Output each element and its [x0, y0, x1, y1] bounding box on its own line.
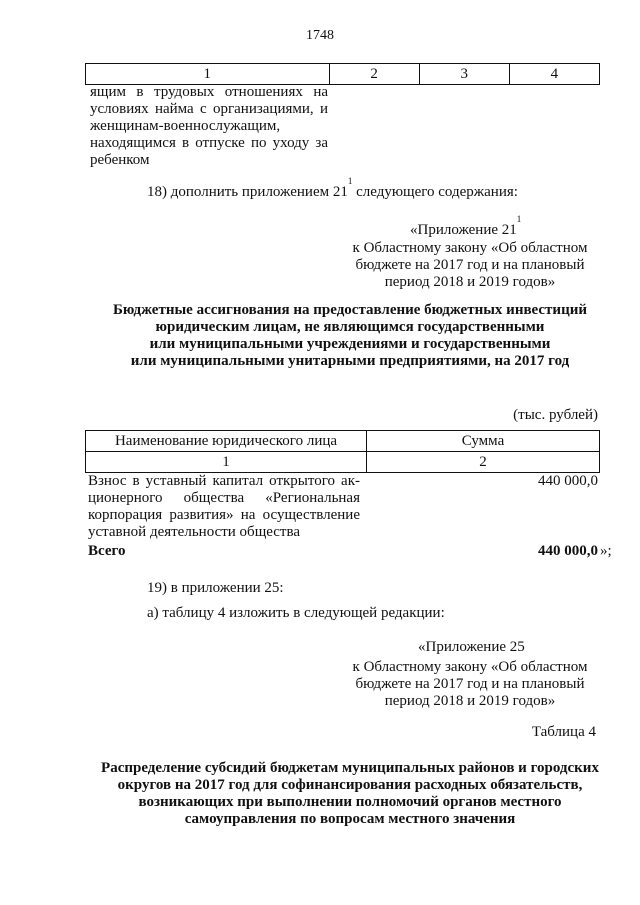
table-row-description [88, 473, 360, 541]
text-line: находящимся в отпуске по уходу за [90, 135, 328, 151]
text-line: ционерного общества «Региональная [88, 490, 360, 506]
heading-line: округов на 2017 год для софинансирования расходных обязательств, [117, 777, 583, 793]
closing-quote: »; [600, 543, 612, 559]
appendix-25-title: «Приложение 25 [418, 639, 525, 655]
text-line: период 2018 и 2019 годов» [384, 693, 556, 709]
appendix-25-reference [345, 659, 595, 710]
text-line: женщинам-военнослужащим, [90, 118, 281, 134]
table-row-sum: 440 000,0 [538, 473, 598, 489]
page-number: 1748 [306, 28, 334, 43]
table-header-cell: 3 [419, 64, 509, 85]
heading-line: Бюджетные ассигнования на предоставление бюджетных инвестиций [113, 302, 587, 318]
heading-line: юридическим лицам, не являющимся государственными [155, 319, 545, 335]
text-line: корпорация развития» на осуществление [88, 507, 360, 523]
units-label: (тыс. рублей) [513, 407, 598, 423]
table-header-cell: 2 [329, 64, 419, 85]
appendix-21-reference [345, 240, 595, 291]
table-4-heading [60, 760, 640, 828]
item-a-paragraph: а) таблицу 4 изложить в следующей редакции: [147, 605, 445, 621]
investments-table [85, 430, 600, 473]
continuation-table-header [85, 63, 600, 85]
superscript: 1 [347, 176, 353, 186]
heading-line: или муниципальными унитарными предприятиями, на 2017 год [130, 353, 570, 369]
text-line: бюджете на 2017 год и на плановый [355, 257, 585, 273]
appendix-21-title [410, 214, 522, 239]
text-line: к Областному закону «Об областном [352, 659, 588, 675]
column-number: 2 [367, 452, 600, 473]
item-18-paragraph [147, 176, 518, 201]
appendix-title-text: «Приложение 21 [410, 222, 517, 238]
table-header-cell: 4 [509, 64, 599, 85]
appendix-21-heading [60, 302, 640, 370]
item-18-text-end: следующего содержания: [352, 184, 518, 200]
text-line: к Областному закону «Об областном [352, 240, 588, 256]
heading-line: или муниципальными учреждениями и государственными [149, 336, 551, 352]
table-number: Таблица 4 [531, 724, 596, 740]
text-line: Взнос в уставный капитал открытого ак- [88, 473, 360, 489]
heading-line: возникающих при выполнении полномочий органов местного [138, 794, 562, 810]
total-label: Всего [88, 543, 126, 559]
superscript: 1 [516, 214, 522, 224]
table-header-cell: 1 [86, 64, 330, 85]
heading-line: Распределение субсидий бюджетам муниципальных районов и городских [101, 760, 599, 776]
column-header: Сумма [367, 431, 600, 452]
text-line: ребенком [90, 152, 150, 168]
text-line: условиях найма с организациями, и [90, 101, 328, 117]
column-header: Наименование юридического лица [86, 431, 367, 452]
text-line: период 2018 и 2019 годов» [384, 274, 556, 290]
continued-cell-text [90, 84, 328, 169]
item-18-text: 18) дополнить приложением 21 [147, 184, 348, 200]
column-number: 1 [86, 452, 367, 473]
text-line: уставной деятельности общества [88, 524, 301, 540]
total-sum: 440 000,0 [538, 543, 598, 559]
text-line: ящим в трудовых отношениях на [90, 84, 328, 100]
heading-line: самоуправления по вопросам местного значения [184, 811, 516, 827]
item-19-paragraph: 19) в приложении 25: [147, 580, 284, 596]
text-line: бюджете на 2017 год и на плановый [355, 676, 585, 692]
